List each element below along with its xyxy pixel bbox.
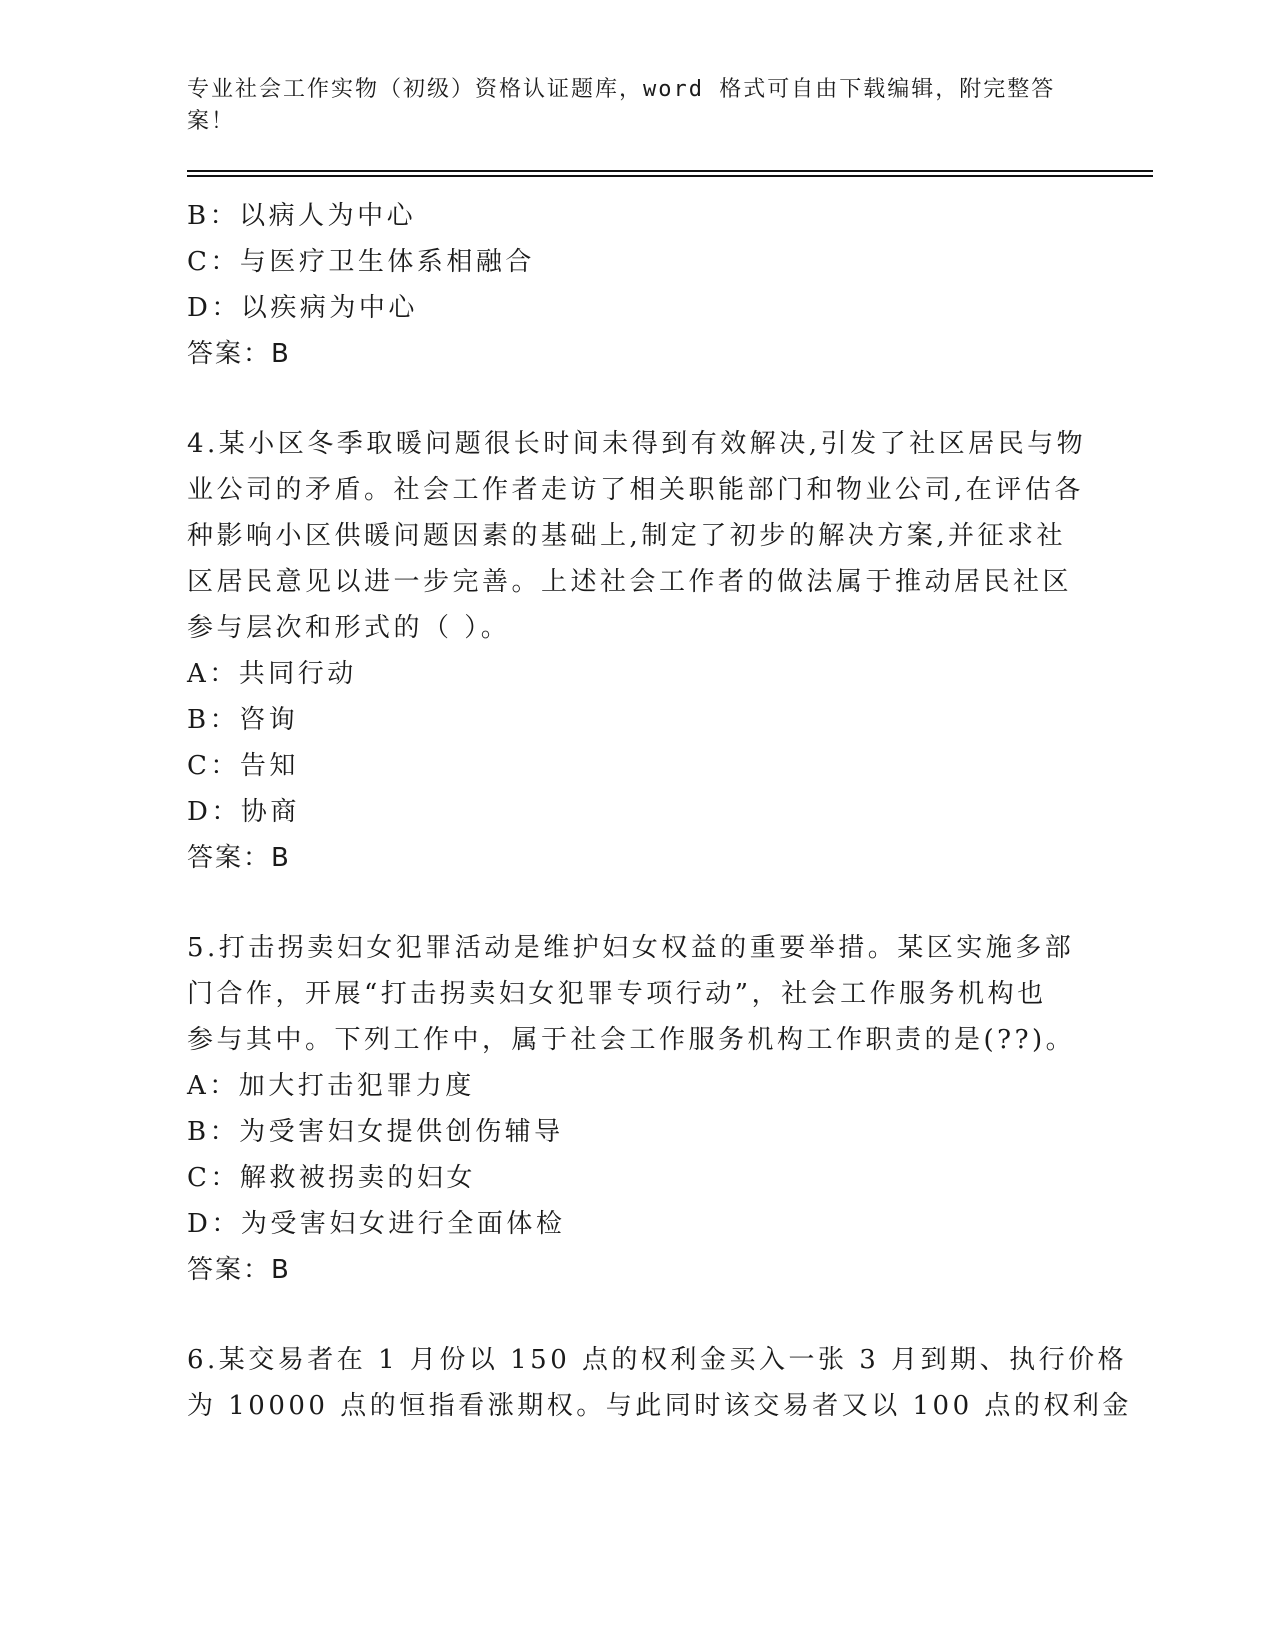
question-stem-line: 为 10000 点的恒指看涨期权。与此同时该交易者又以 100 点的权利金 xyxy=(187,1391,1132,1421)
question-stem-line: 业公司的矛盾。社会工作者走访了相关职能部门和物业公司,在评估各 xyxy=(187,475,1084,505)
question-5 xyxy=(187,925,1087,1293)
question-stem-line: 4.某小区冬季取暖问题很长时间未得到有效解决,引发了社区居民与物 xyxy=(187,429,1087,459)
option-c: C：解救被拐卖的妇女 xyxy=(187,1163,476,1193)
header-line-2: 案！ xyxy=(187,109,236,134)
answer: 答案：B xyxy=(187,843,291,873)
document-header xyxy=(187,74,1087,138)
option-c: C：告知 xyxy=(187,751,299,781)
question-stem-line: 参与其中。下列工作中，属于社会工作服务机构工作职责的是(??)。 xyxy=(187,1025,1076,1055)
spacer xyxy=(187,377,1087,421)
header-divider-top xyxy=(187,170,1153,172)
spacer xyxy=(187,1293,1087,1337)
question-stem-line: 区居民意见以进一步完善。上述社会工作者的做法属于推动居民社区 xyxy=(187,567,1073,597)
question-stem-line: 门合作，开展“打击拐卖妇女犯罪专项行动”，社会工作服务机构也 xyxy=(187,979,1047,1009)
option-c: C：与医疗卫生体系相融合 xyxy=(187,247,535,277)
header-line-1: 专业社会工作实物（初级）资格认证题库，word 格式可自由下载编辑，附完整答 xyxy=(187,77,1056,102)
option-b: B：以病人为中心 xyxy=(187,201,417,231)
option-b: B：咨询 xyxy=(187,705,299,735)
option-b: B：为受害妇女提供创伤辅导 xyxy=(187,1117,564,1147)
answer: 答案：B xyxy=(187,339,291,369)
question-stem-line: 6.某交易者在 1 月份以 150 点的权利金买入一张 3 月到期、执行价格 xyxy=(187,1345,1128,1375)
question-stem-line: 参与层次和形式的（ ）。 xyxy=(187,613,511,643)
answer: 答案：B xyxy=(187,1255,291,1285)
option-d: D：以疾病为中心 xyxy=(187,293,418,323)
question-content xyxy=(187,193,1132,1429)
option-d: D：为受害妇女进行全面体检 xyxy=(187,1209,566,1239)
option-d: D：协商 xyxy=(187,797,300,827)
header-divider-bottom xyxy=(187,175,1153,177)
question-stem-line: 种影响小区供暖问题因素的基础上,制定了初步的解决方案,并征求社 xyxy=(187,521,1067,551)
question-3-tail xyxy=(187,193,1087,377)
option-a: A：加大打击犯罪力度 xyxy=(187,1071,475,1101)
question-6 xyxy=(187,1337,1132,1429)
question-stem-line: 5.打击拐卖妇女犯罪活动是维护妇女权益的重要举措。某区实施多部 xyxy=(187,933,1075,963)
spacer xyxy=(187,881,1087,925)
question-4 xyxy=(187,421,1087,881)
option-a: A：共同行动 xyxy=(187,659,357,689)
